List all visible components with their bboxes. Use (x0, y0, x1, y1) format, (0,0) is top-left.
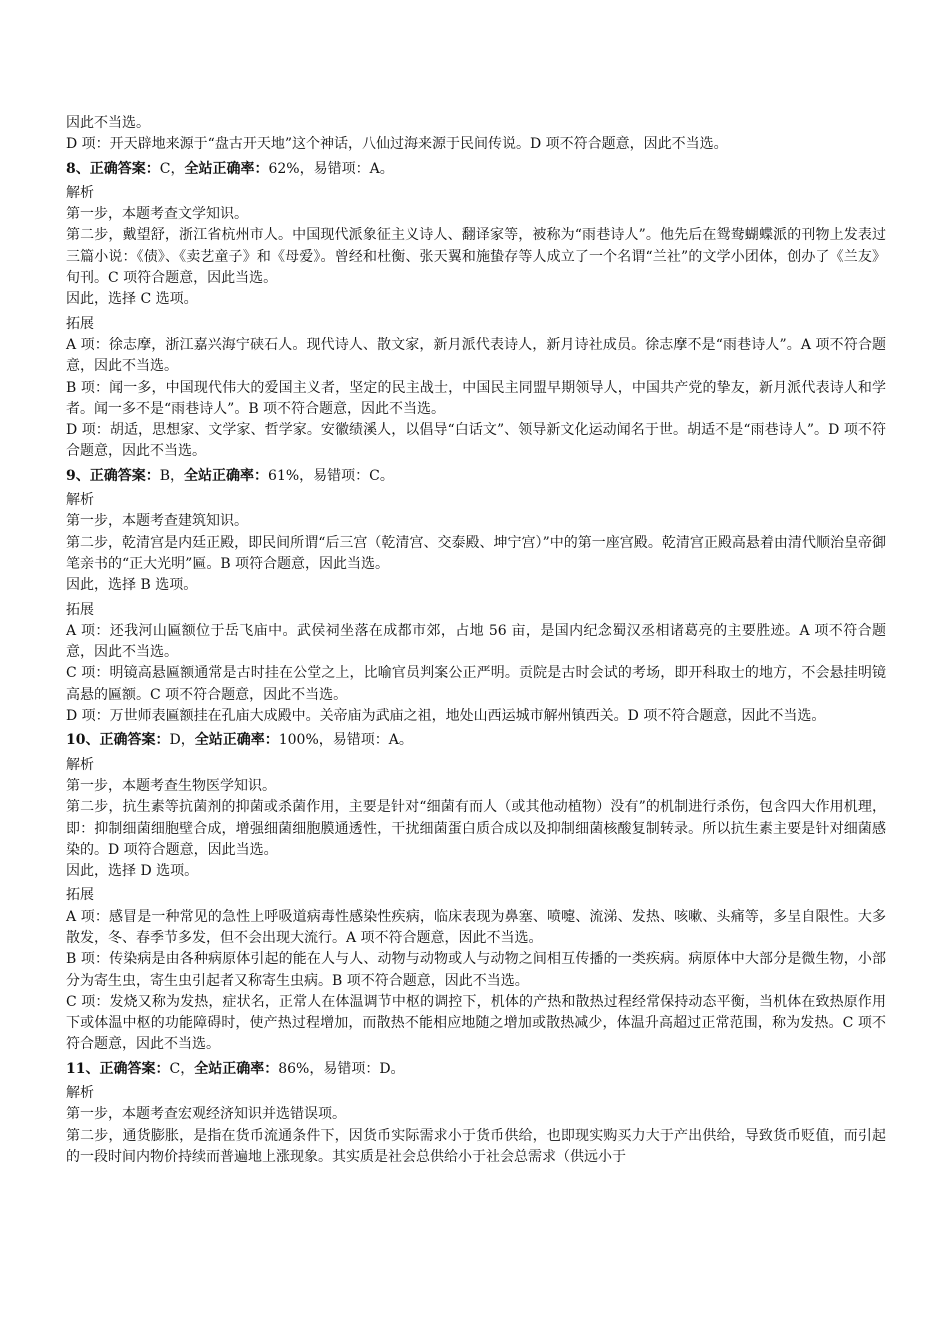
paragraph: D 项：万世师表匾额挂在孔庙大成殿中。关帝庙为武庙之祖，地处山西运城市解州镇西关。D 项不符合题意，因此不当选。 (66, 708, 826, 725)
question-number: 11、 (66, 1060, 100, 1077)
question-number: 9、 (66, 467, 90, 484)
rate-value: 86%，易错项：D。 (278, 1060, 405, 1077)
paragraph: 第二步，通货膨胀，是指在货币流通条件下，因货币实际需求小于货币供给，也即现实购买力大于产出供给，导致货币贬值，而引起的一段时间内物价持续而普遍地上涨现象。其实质是社会总供给小于社会总需求（供远小于 (66, 1127, 886, 1165)
answer-line-q11 (66, 1059, 886, 1080)
paragraph: A 项：感冒是一种常见的急性上呼吸道病毒性感染性疾病，临床表现为鼻塞、喷嚏、流涕、发热、咳嗽、头痛等，多呈自限性。大多散发，冬、春季节多发，但不会出现大流行。A 项不符合题意，因此不当选。 (66, 908, 886, 946)
paragraph: 第一步，本题考查宏观经济知识并选错误项。 (66, 1106, 346, 1123)
correct-answer-label: 正确答案： (99, 1060, 170, 1077)
paragraph: 因此，选择 B 选项。 (66, 577, 198, 594)
analysis-heading: 解析 (66, 184, 94, 201)
paragraph-continuation: 因此不当选。 (66, 115, 150, 131)
paragraph: A 项：还我河山匾额位于岳飞庙中。武侯祠坐落在成都市郊，占地 56 亩，是国内纪念蜀汉丞相诸葛亮的主要胜迹。A 项不符合题意，因此不当选。 (66, 622, 886, 661)
answer-value: C， (159, 160, 185, 177)
correct-answer-label: 正确答案： (89, 467, 160, 484)
paragraph: C 项：明镜高悬匾额通常是古时挂在公堂之上，比喻官员判案公正严明。贡院是古时会试的考场，即开科取士的地方，不会悬挂明镜高悬的匾额。C 项不符合题意，因此不当选。 (66, 665, 886, 703)
analysis-heading: 解析 (66, 492, 94, 509)
paragraph: 第二步，乾清宫是内廷正殿，即民间所谓“后三宫（乾清宫、交泰殿、坤宁宫）”中的第一座宫殿。乾清宫正殿高悬着由清代顺治皇帝御笔亲书的“正大光明”匾。B 项符合题意，因此当选。 (66, 534, 886, 572)
extension-heading: 拓展 (66, 601, 94, 618)
answer-value: B， (159, 467, 185, 484)
question-number: 10、 (66, 732, 100, 749)
paragraph: C 项：发烧又称为发热，症状名，正常人在体温调节中枢的调控下，机体的产热和散热过程经常保持动态平衡，当机体在致热原作用下或体温中枢的功能障碍时，使产热过程增加，而散热不能相应地随之增加或散热减少，体温升高超过正常范围，称为发热。C 项不符合题意，因此不当选。 (66, 993, 886, 1053)
answer-line-q9 (66, 466, 886, 487)
analysis-heading: 解析 (66, 1085, 94, 1102)
paragraph: 因此，选择 D 选项。 (66, 863, 199, 880)
answer-value: C， (169, 1060, 195, 1077)
paragraph: 第一步，本题考查生物医学知识。 (66, 777, 276, 794)
extension-heading: 拓展 (66, 887, 94, 904)
rate-value: 61%，易错项：C。 (268, 467, 394, 484)
paragraph-option-d: D 项：开天辟地来源于“盘古开天地”这个神话，八仙过海来源于民间传说。D 项不符合题意，因此不当选。 (66, 136, 728, 153)
analysis-heading: 解析 (66, 756, 94, 773)
site-rate-label: 全站正确率： (194, 1060, 279, 1077)
correct-answer-label: 正确答案： (89, 160, 160, 177)
rate-value: 100%，易错项：A。 (278, 732, 413, 749)
paragraph: 第一步，本题考查建筑知识。 (66, 513, 248, 530)
paragraph: 第二步，抗生素等抗菌剂的抑菌或杀菌作用，主要是针对“细菌有而人（或其他动植物）没有”的机制进行杀伤，包含四大作用机理，即：抑制细菌细胞壁合成，增强细菌细胞膜通透性，干扰细菌蛋白质合成以及抑制细菌核酸复制转录。所以抗生素主要是针对细菌感染的。D 项符合题意，因此当选。 (66, 799, 886, 858)
extension-heading: 拓展 (66, 315, 94, 332)
document-page (66, 113, 886, 1168)
correct-answer-label: 正确答案： (99, 732, 170, 749)
site-rate-label: 全站正确率： (184, 160, 269, 177)
site-rate-label: 全站正确率： (184, 467, 269, 484)
paragraph: D 项：胡适，思想家、文学家、哲学家。安徽绩溪人，以倡导“白话文”、领导新文化运动闻名于世。胡适不是“雨巷诗人”。D 项不符合题意，因此不当选。 (66, 422, 886, 460)
paragraph: B 项：传染病是由各种病原体引起的能在人与人、动物与动物或人与动物之间相互传播的一类疾病。病原体中大部分是微生物，小部分为寄生虫，寄生虫引起者又称寄生虫病。B 项不符合题意，因此不当选。 (66, 951, 886, 989)
question-number: 8、 (66, 160, 90, 177)
paragraph: 因此，选择 C 选项。 (66, 291, 198, 308)
answer-line-q8 (66, 159, 886, 180)
answer-line-q10 (66, 730, 886, 751)
rate-value: 62%，易错项：A。 (268, 160, 394, 177)
paragraph: 第一步，本题考查文学知识。 (66, 206, 248, 223)
site-rate-label: 全站正确率： (194, 732, 279, 749)
answer-value: D， (169, 732, 195, 749)
paragraph: 第二步，戴望舒，浙江省杭州市人。中国现代派象征主义诗人、翻译家等，被称为“雨巷诗人”。他先后在鸳鸯蝴蝶派的刊物上发表过三篇小说：《债》、《卖艺童子》和《母爱》。曾经和杜衡、张天翼和施蛰存等人成立了一个名谓“兰社”的文学小团体，创办了《兰友》旬刊。C 项符合题意，因此当选。 (66, 227, 886, 287)
paragraph: B 项：闻一多，中国现代伟大的爱国主义者，坚定的民主战士，中国民主同盟早期领导人，中国共产党的挚友，新月派代表诗人和学者。闻一多不是“雨巷诗人”。B 项不符合题意，因此不当选。 (66, 379, 886, 417)
paragraph: A 项：徐志摩，浙江嘉兴海宁硖石人。现代诗人、散文家，新月派代表诗人，新月诗社成员。徐志摩不是“雨巷诗人”。A 项不符合题意，因此不当选。 (66, 336, 886, 375)
